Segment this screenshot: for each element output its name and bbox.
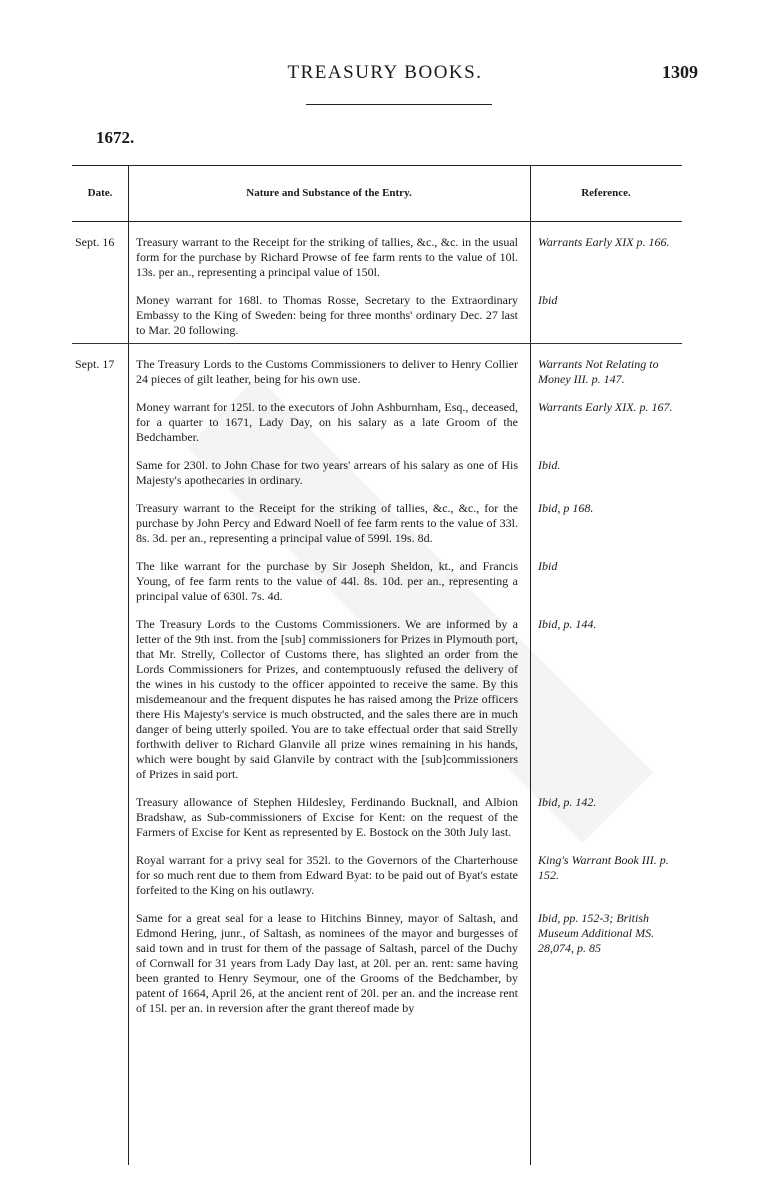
table-row [72, 501, 682, 546]
table-row [72, 559, 682, 604]
entry-date [72, 458, 128, 488]
entry-text: The Treasury Lords to the Customs Commissioners to deliver to Henry Collier 24 pieces of gilt leather, being for his own use. [136, 357, 518, 386]
column-header-entry: Nature and Substance of the Entry. [246, 187, 412, 199]
table-top-rule [72, 165, 682, 166]
entry-date [72, 400, 128, 445]
entry-text: Same for a great seal for a lease to Hitchins Binney, mayor of Saltash, and Edmond Hering, junr., of Saltash, as nominees of the mayor and burgesses of said town and in trust for them of the passage of Saltash, parcel of the Duchy of Cornwall for 31 years from Lady Day last, at 20l. per an. rent: same having been granted to Henry Seymour, one of the Grooms of the Bedchamber, by patent of 1664, April 26, at the ancient rent of 20l. per an. and the increase rent of 15l. per an. in reversion after the grant thereof made by [136, 911, 518, 1015]
entry-text: Same for 230l. to John Chase for two years' arrears of his salary as one of His Majesty's apothecaries in ordinary. [136, 458, 518, 487]
entry-text: Treasury warrant to the Receipt for the striking of tallies, &c., &c. in the usual form for the purchase by Richard Prowse of fee farm rents to the value of 10l. 13s. per an., representing a principal value of 150l. [136, 235, 518, 279]
entry-text: The like warrant for the purchase by Sir Joseph Sheldon, kt., and Francis Young, of fee farm rents to the value of 44l. 8s. 10d. per an., representing a principal value of 630l. 7s. 4d. [136, 559, 518, 603]
entry-reference: King's Warrant Book III. p. 152. [538, 853, 669, 882]
entry-date [72, 559, 128, 604]
entry-text: Money warrant for 168l. to Thomas Rosse, Secretary to the Extraordinary Embassy to the King of Sweden: being for three months' ordinary Dec. 27 last to Mar. 20 following. [136, 293, 518, 337]
year-heading: 1672. [96, 128, 135, 147]
entry-date [72, 911, 128, 1016]
page-number: 1309 [662, 62, 698, 82]
entry-reference: Warrants Early XIX. p. 167. [538, 400, 673, 414]
entry-date [72, 853, 128, 898]
entry-date [72, 501, 128, 546]
entry-text: Royal warrant for a privy seal for 352l. to the Governors of the Charterhouse for so much rent due to them from Edward Byat: to be paid out of Byat's estate forfeited to the King on his outlawry. [136, 853, 518, 897]
table-body [72, 235, 682, 1029]
entry-text: Treasury warrant to the Receipt for the striking of tallies, &c., &c., for the purchase by John Percy and Edward Noell of fee farm rents to the value of 33l. 8s. 3d. per an., representing a principal value of 599l. 19s. 8d. [136, 501, 518, 545]
entry-date [72, 795, 128, 840]
entry-text: Treasury allowance of Stephen Hildesley, Ferdinando Bucknall, and Albion Bradshaw, as Sub-commissioners of Excise for Kent: on the request of the Farmers of Excise for Kent as represented by E. Bostock on the 30th July last. [136, 795, 518, 839]
entry-date [72, 293, 128, 338]
table-row [72, 617, 682, 782]
entry-reference: Ibid [538, 293, 558, 307]
column-header-reference: Reference. [581, 187, 631, 199]
table-row [72, 911, 682, 1016]
table-header-rule [72, 221, 682, 222]
entry-reference: Ibid [538, 559, 558, 573]
entry-reference: Warrants Early XIX p. 166. [538, 235, 670, 249]
entry-date: Sept. 16 [75, 235, 115, 249]
entry-reference: Ibid, p 168. [538, 501, 594, 515]
title-rule [306, 104, 492, 105]
table-row [72, 293, 682, 338]
table-row [72, 458, 682, 488]
entries-table [72, 165, 682, 1165]
entry-reference: Ibid, p. 144. [538, 617, 597, 631]
entry-text: Money warrant for 125l. to the executors of John Ashburnham, Esq., deceased, for a quarter to 1671, Lady Day, on his salary as a late Groom of the Bedchamber. [136, 400, 518, 444]
entry-reference: Warrants Not Relating to Money III. p. 147. [538, 357, 659, 386]
table-row [72, 400, 682, 445]
table-row [72, 351, 682, 387]
entry-text: The Treasury Lords to the Customs Commissioners. We are informed by a letter of the 9th inst. from the [sub] commissioners for Prizes in Plymouth port, that Mr. Strelly, Collector of Customs there, has slighted an order from the Lords Commissioners for Prizes, and contemptuously refused the delivery of the wines in his custody to the officer appointed to receive the same. By this misdemeanour and the frequent disputes he has raised among the Prize officers there His Majesty's service is much obstructed, and the sales there are in much danger of being utterly spoiled. You are to take effectual order that said Strelly forthwith deliver to Richard Glanvile all prize wines remaining in his hands, which were bought by said Glanvile by contract with the [sub]commissioners of Prizes in said port. [136, 617, 518, 781]
running-title: TREASURY BOOKS. [287, 62, 483, 83]
entry-date: Sept. 17 [75, 357, 115, 371]
entry-reference: Ibid, pp. 152-3; British Museum Additional MS. 28,074, p. 85 [538, 911, 655, 955]
table-row [72, 853, 682, 898]
table-row [72, 235, 682, 280]
entry-reference: Ibid, p. 142. [538, 795, 597, 809]
column-header-date: Date. [87, 187, 113, 199]
entry-reference: Ibid. [538, 458, 561, 472]
entry-date [72, 617, 128, 782]
table-row [72, 795, 682, 840]
